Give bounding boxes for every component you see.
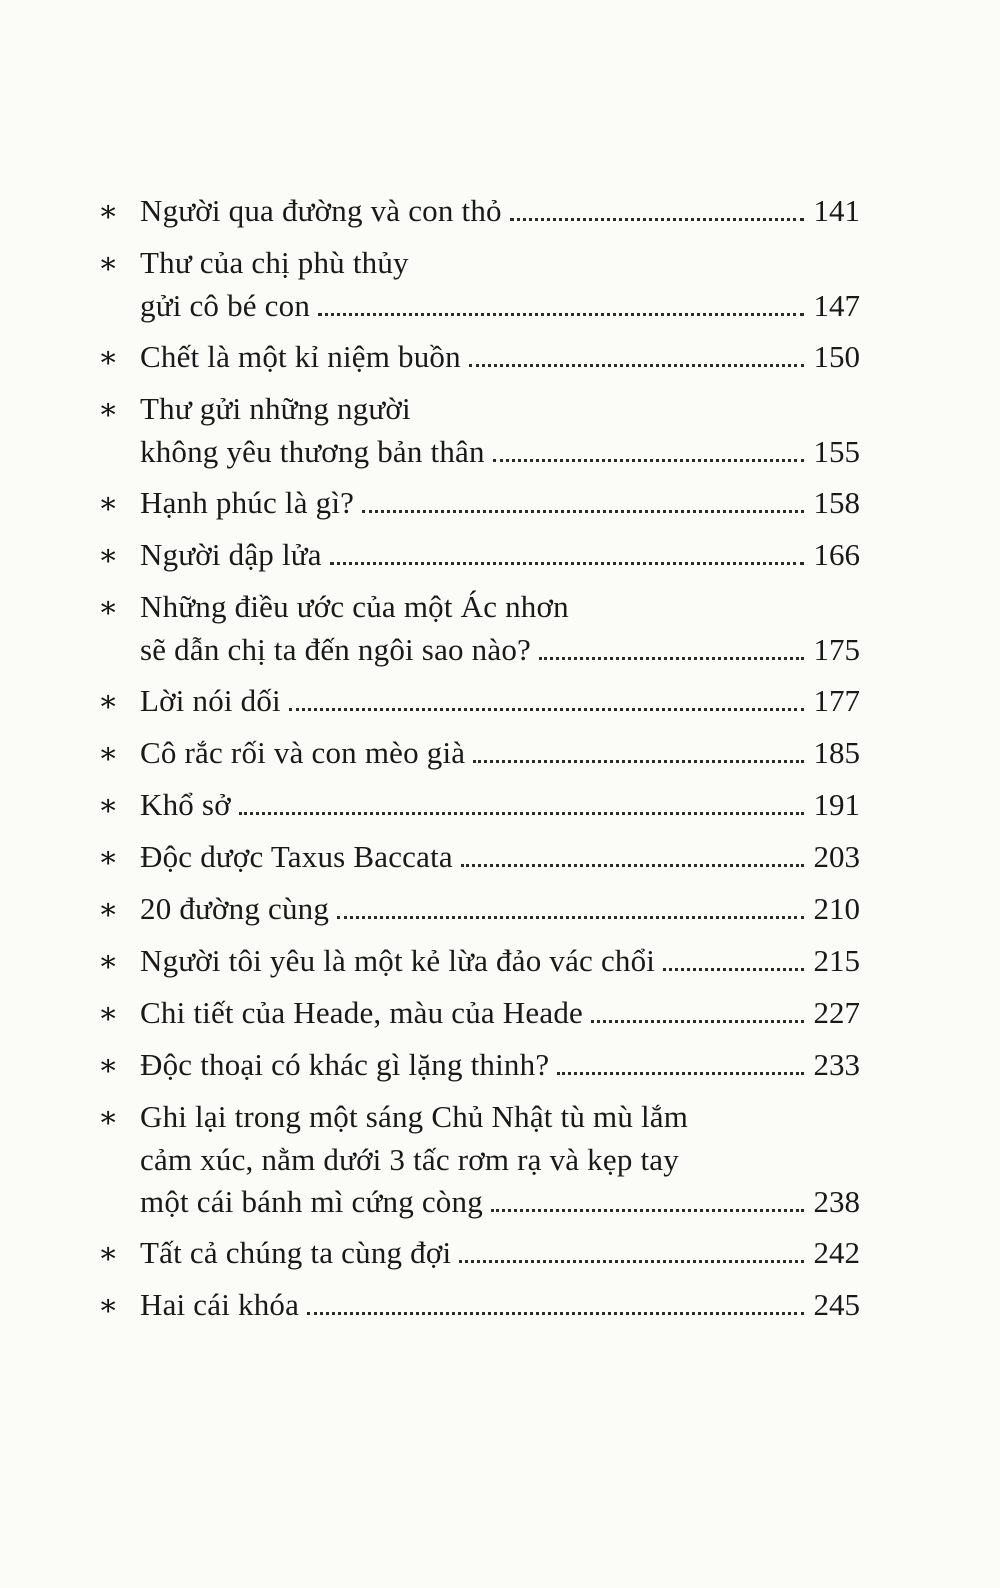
page-number: 191 [813,787,860,822]
entry-title-text: 20 đường cùng [140,891,330,926]
asterisk-bullet: ∗ [98,841,119,874]
entry-title-text: Người qua đường và con thỏ [140,193,502,228]
page-number: 210 [813,891,860,926]
toc-entry [98,992,860,1035]
dot-leader [469,364,804,367]
entry-title-text: Cô rắc rối và con mèo già [140,735,466,770]
dot-leader [239,812,804,815]
asterisk-bullet: ∗ [98,1237,119,1270]
entry-title-text: Người dập lửa [140,537,322,572]
toc-entry [98,242,860,327]
entry-title-text: Thư gửi những người [140,391,411,426]
asterisk-bullet: ∗ [98,1049,119,1082]
entry-title-text: Thư của chị phù thủy [140,245,409,280]
asterisk-bullet: ∗ [98,341,119,374]
toc-entry-line [98,336,860,379]
toc-entry [98,190,860,233]
dot-leader [663,968,803,971]
toc-entry [98,482,860,525]
page-number: 215 [813,943,860,978]
asterisk-bullet: ∗ [98,393,119,426]
page-number: 166 [813,537,860,572]
table-of-contents [98,190,860,1336]
toc-entry-line [98,190,860,233]
dot-leader [510,218,804,221]
entry-title-text: Những điều ước của một Ác nhơn [140,589,569,624]
toc-entry [98,1044,860,1087]
asterisk-bullet: ∗ [98,737,119,770]
toc-entry [98,388,860,473]
page-number: 233 [813,1047,860,1082]
toc-entry [98,888,860,931]
toc-entry [98,586,860,671]
toc-entry-line [98,888,860,931]
toc-entry-line [98,629,860,671]
asterisk-bullet: ∗ [98,539,119,572]
asterisk-bullet: ∗ [98,1289,119,1322]
dot-leader [473,760,803,763]
dot-leader [459,1260,803,1263]
entry-title-text: Chi tiết của Heade, màu của Heade [140,995,583,1030]
toc-entry [98,836,860,879]
toc-entry-line [98,285,860,327]
toc-entry-line [98,732,860,775]
page-number: 227 [813,995,860,1030]
toc-entry-line [98,1096,860,1139]
toc-entry-line [98,1181,860,1223]
dot-leader [289,708,804,711]
entry-title-text: Lời nói dối [140,683,281,718]
entry-title-text: cảm xúc, nằm dưới 3 tấc rơm rạ và kẹp tay [140,1142,679,1177]
asterisk-bullet: ∗ [98,195,119,228]
toc-entry [98,784,860,827]
page-number: 242 [813,1235,860,1270]
toc-entry-line [98,586,860,629]
asterisk-bullet: ∗ [98,487,119,520]
page-number: 175 [813,632,860,667]
toc-entry [98,1096,860,1223]
asterisk-bullet: ∗ [98,893,119,926]
toc-entry-line [98,431,860,473]
asterisk-bullet: ∗ [98,247,119,280]
toc-entry-line [98,242,860,285]
asterisk-bullet: ∗ [98,945,119,978]
entry-title-text: không yêu thương bản thân [140,434,485,469]
toc-entry-line [98,940,860,983]
page-number: 245 [813,1287,860,1322]
dot-leader [307,1312,803,1315]
dot-leader [337,916,803,919]
toc-entry-line [98,784,860,827]
entry-title-text: Ghi lại trong một sáng Chủ Nhật tù mù lắm [140,1099,689,1134]
toc-entry-line [98,836,860,879]
entry-title-text: sẽ dẫn chị ta đến ngôi sao nào? [140,632,531,667]
toc-entry-line [98,534,860,577]
dot-leader [539,657,804,660]
dot-leader [557,1072,803,1075]
entry-title-text: Độc thoại có khác gì lặng thinh? [140,1047,550,1082]
page-number: 147 [813,288,860,323]
dot-leader [591,1020,804,1023]
entry-title-text: Độc dược Taxus Baccata [140,839,453,874]
toc-entry [98,336,860,379]
entry-title-text: Khổ sở [140,787,231,822]
toc-entry [98,732,860,775]
asterisk-bullet: ∗ [98,1101,119,1134]
entry-title-text: Tất cả chúng ta cùng đợi [140,1235,452,1270]
toc-entry-line [98,482,860,525]
toc-entry [98,940,860,983]
page-number: 203 [813,839,860,874]
toc-entry [98,1284,860,1327]
page-number: 158 [813,485,860,520]
entry-title-text: Chết là một kỉ niệm buồn [140,339,461,374]
toc-entry-line [98,680,860,723]
entry-title-text: Hai cái khóa [140,1287,300,1322]
toc-entry-line [98,388,860,431]
asterisk-bullet: ∗ [98,591,119,624]
entry-title-text: Người tôi yêu là một kẻ lừa đảo vác chổi [140,943,656,978]
toc-entry [98,1232,860,1275]
asterisk-bullet: ∗ [98,997,119,1030]
entry-title-text: Hạnh phúc là gì? [140,485,355,520]
page-number: 141 [813,193,860,228]
toc-entry-line [98,1284,860,1327]
dot-leader [362,510,803,513]
toc-entry-line [98,992,860,1035]
toc-entry [98,534,860,577]
dot-leader [461,864,804,867]
entry-title-text: gửi cô bé con [140,288,311,323]
toc-entry [98,680,860,723]
entry-title-text: một cái bánh mì cứng còng [140,1184,483,1219]
asterisk-bullet: ∗ [98,789,119,822]
page-number: 238 [813,1184,860,1219]
dot-leader [318,313,803,316]
asterisk-bullet: ∗ [98,685,119,718]
page-number: 185 [813,735,860,770]
page-number: 177 [813,683,860,718]
page-number: 150 [813,339,860,374]
page-number: 155 [813,434,860,469]
toc-entry-line [98,1139,860,1181]
toc-entry-line [98,1232,860,1275]
dot-leader [330,562,804,565]
toc-entry-line [98,1044,860,1087]
dot-leader [493,459,804,462]
dot-leader [491,1209,804,1212]
